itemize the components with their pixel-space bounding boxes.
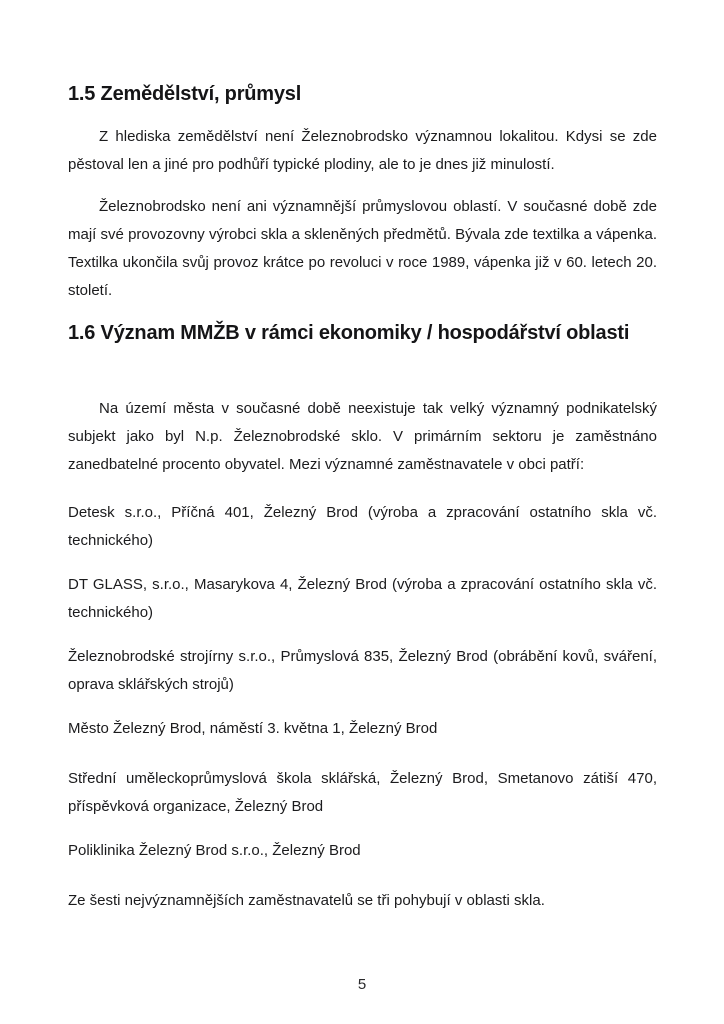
paragraph-economy-intro: Na území města v současné době neexistuje tak velký významný podnikatelský subjekt jako byl N.p. Železnobrodské sklo. V primárním sektoru je zaměstnáno zanedbatelné procento obyvatel. Mezi významné zaměstnavatele v obci patří: [68,400,657,473]
employer-entry-detesk: Detesk s.r.o., Příčná 401, Železný Brod (výroba a zpracování ostatního skla vč. technického) [68,504,657,549]
section-heading-1-5: 1.5 Zemědělství, průmysl [68,83,302,105]
employer-entry-dt-glass: DT GLASS, s.r.o., Masarykova 4, Železný Brod (výroba a zpracování ostatního skla vč. technického) [68,576,657,621]
employer-entry-mesto: Město Železný Brod, náměstí 3. května 1, Železný Brod [68,720,438,737]
paragraph-industry: Železnobrodsko není ani významnější průmyslovou oblastí. V současné době zde mají své provozovny výrobci skla a skleněných předmětů. Bývala zde textilka a vápenka. Textilka ukončila svůj provoz krátce po revoluci v roce 1989, vápenka již v 60. letech 20. století. [68,198,657,299]
page-number: 5 [357,976,367,993]
document-content [68,0,657,929]
paragraph-agriculture: Z hlediska zemědělství není Železnobrodsko významnou lokalitou. Kdysi se zde pěstoval len a jiné pro podhůří typické plodiny, ale to je dnes již minulostí. [68,128,657,173]
employer-entry-strojirny: Železnobrodské strojírny s.r.o., Průmyslová 835, Železný Brod (obrábění kovů, sváření, oprava sklářských strojů) [68,648,657,693]
employer-entry-poliklinika: Poliklinika Železný Brod s.r.o., Železný Brod [68,842,361,859]
page-footer [0,976,724,994]
employer-entry-skola: Střední uměleckoprůmyslová škola sklářská, Železný Brod, Smetanovo zátiší 470, příspěvková organizace, Železný Brod [68,770,657,815]
closing-paragraph: Ze šesti nejvýznamnějších zaměstnavatelů se tři pohybují v oblasti skla. [68,892,545,909]
section-heading-1-6: 1.6 Význam MMŽB v rámci ekonomiky / hospodářství oblasti [68,322,630,344]
